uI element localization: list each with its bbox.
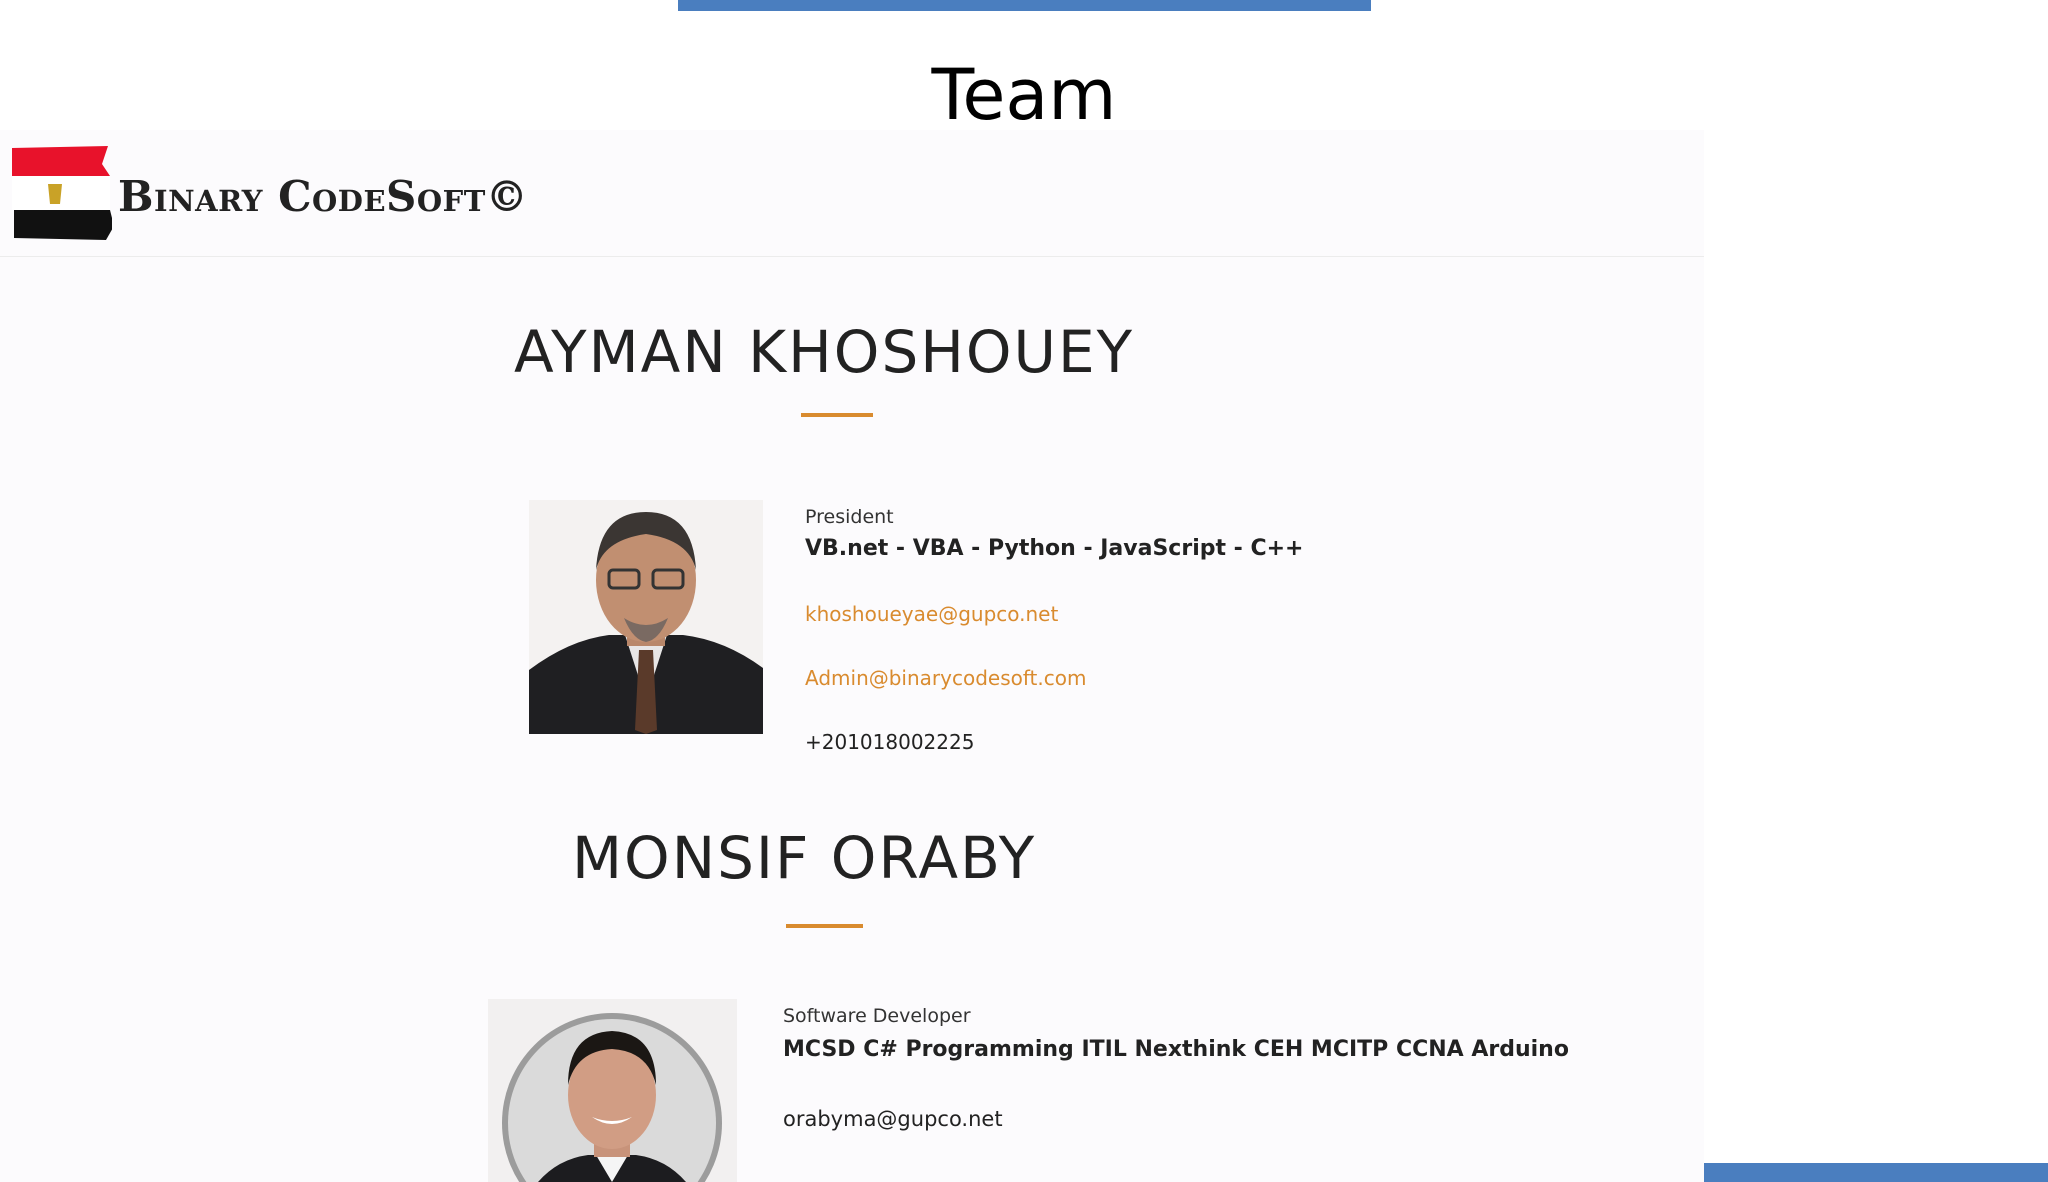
logo-text: Binary CodeSoft© (118, 172, 529, 221)
member-email-3[interactable]: orabyma@gupco.net (783, 1107, 1003, 1131)
name-underline-2 (786, 924, 863, 928)
member-photo-2 (488, 999, 737, 1182)
member-photo-1 (529, 500, 763, 734)
member-name-2: MONSIF ORABY (572, 824, 1037, 892)
member-email-1[interactable]: khoshoueyae@gupco.net (805, 602, 1059, 626)
member-skills-2: MCSD C# Programming ITIL Nexthink CEH MCITP CCNA Arduino (783, 1037, 1569, 1062)
header-divider (0, 256, 1704, 257)
slide-title: Team (931, 54, 1117, 136)
member-email-2[interactable]: Admin@binarycodesoft.com (805, 666, 1087, 690)
company-logo (10, 142, 570, 250)
egypt-flag-icon (10, 142, 112, 246)
name-underline-1 (801, 413, 873, 417)
member-skills-1: VB.net - VBA - Python - JavaScript - C++ (805, 536, 1304, 561)
corner-accent-bar (1704, 1163, 2048, 1182)
member-phone-1: +201018002225 (805, 730, 975, 754)
member-name-1: AYMAN KHOSHOUEY (514, 318, 1135, 386)
top-accent-bar (678, 0, 1371, 11)
member-role-1: President (805, 506, 894, 528)
member-role-2: Software Developer (783, 1005, 971, 1027)
person-photo-icon (529, 500, 763, 734)
person-photo-icon (488, 999, 737, 1182)
